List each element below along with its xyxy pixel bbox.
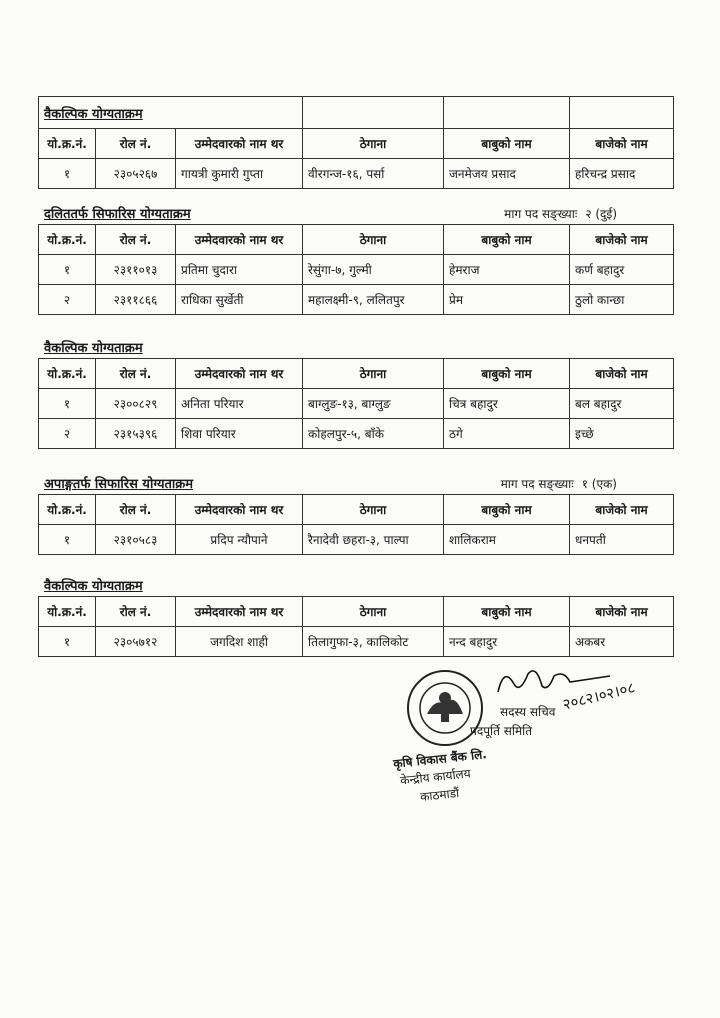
header-row [39, 597, 674, 627]
cell-grandfather: बल बहादुर [570, 389, 674, 419]
cell-roll: २३१५३९६ [96, 419, 176, 449]
cell-grandfather: धनपती [570, 525, 674, 555]
empty-cell [570, 97, 674, 129]
cell-grandfather: हरिचन्द्र प्रसाद [570, 159, 674, 189]
cell-address: महालक्ष्मी-९, ललितपुर [303, 285, 444, 315]
col-header: उम्मेदवारको नाम थर [176, 129, 303, 159]
empty-cell [303, 97, 444, 129]
cell-father: प्रेम [444, 285, 570, 315]
cell-serial: १ [39, 389, 96, 419]
col-header: रोल नं. [96, 225, 176, 255]
col-header: बाजेको नाम [570, 225, 674, 255]
cell-serial: २ [39, 419, 96, 449]
candidate-table [38, 96, 674, 189]
col-header: ठेगाना [303, 495, 444, 525]
table-row [39, 285, 674, 315]
section-title: वैकल्पिक योग्यताक्रम [44, 579, 143, 594]
cell-serial: १ [39, 627, 96, 657]
cell-name: जगदिश शाही [176, 627, 303, 657]
cell-address: तिलागुफा-३, कालिकोट [303, 627, 444, 657]
cell-father: चित्र बहादुर [444, 389, 570, 419]
col-header: बाजेको नाम [570, 129, 674, 159]
col-header: उम्मेदवारको नाम थर [176, 225, 303, 255]
cell-serial: १ [39, 255, 96, 285]
section-2 [38, 202, 673, 315]
cell-address: रैनादेवी छहरा-३, पाल्पा [303, 525, 444, 555]
col-header: उम्मेदवारको नाम थर [176, 359, 303, 389]
signature-date: २०८२।०२।०८ [560, 678, 637, 714]
col-header: बाबुको नाम [444, 495, 570, 525]
demand-count [504, 205, 617, 222]
col-header: बाबुको नाम [444, 129, 570, 159]
cell-name: गायत्री कुमारी गुप्ता [176, 159, 303, 189]
col-header: बाबुको नाम [444, 225, 570, 255]
candidate-table [38, 494, 674, 555]
stamp-line-1: कृषि विकास बैंक लि. [392, 747, 488, 771]
col-header: यो.क्र.नं. [39, 495, 96, 525]
table-row [39, 159, 674, 189]
col-header: यो.क्र.नं. [39, 597, 96, 627]
section-5 [38, 574, 673, 657]
cell-name: राधिका सुर्खेती [176, 285, 303, 315]
cell-serial: १ [39, 159, 96, 189]
col-header: उम्मेदवारको नाम थर [176, 597, 303, 627]
cell-grandfather: अकबर [570, 627, 674, 657]
candidate-table [38, 596, 674, 657]
cell-father: नन्द बहादुर [444, 627, 570, 657]
cell-address: बाग्लुङ-१३, बाग्लुङ [303, 389, 444, 419]
demand-count [501, 475, 617, 492]
col-header: रोल नं. [96, 359, 176, 389]
section-title: दलिततर्फ सिफारिस योग्यताक्रम [44, 207, 191, 222]
cell-roll: २३११०१३ [96, 255, 176, 285]
col-header: ठेगाना [303, 597, 444, 627]
col-header: रोल नं. [96, 129, 176, 159]
col-header: यो.क्र.नं. [39, 129, 96, 159]
table-row [39, 389, 674, 419]
header-row [39, 359, 674, 389]
cell-grandfather: ठुलो कान्छा [570, 285, 674, 315]
header-row [39, 495, 674, 525]
cell-roll: २३०५२६७ [96, 159, 176, 189]
col-header: बाजेको नाम [570, 359, 674, 389]
demand-value: १ (एक) [581, 477, 617, 491]
col-header: बाबुको नाम [444, 597, 570, 627]
section-3 [38, 336, 673, 449]
cell-grandfather: कर्ण बहादुर [570, 255, 674, 285]
cell-father: ठगे [444, 419, 570, 449]
cell-roll: २३०५७१२ [96, 627, 176, 657]
cell-address: वीरगन्ज-१६, पर्सा [303, 159, 444, 189]
candidate-table [38, 224, 674, 315]
cell-name: अनिता परियार [176, 389, 303, 419]
table-row [39, 525, 674, 555]
cell-roll: २३००८२९ [96, 389, 176, 419]
cell-serial: २ [39, 285, 96, 315]
section-1 [38, 96, 673, 189]
signatory-committee: पदपूर्ति समिति [470, 724, 533, 738]
col-header: बाबुको नाम [444, 359, 570, 389]
candidate-table [38, 358, 674, 449]
col-header: यो.क्र.नं. [39, 225, 96, 255]
cell-address: रेसुंगा-७, गुल्मी [303, 255, 444, 285]
cell-name: शिवा परियार [176, 419, 303, 449]
section-title: वैकल्पिक योग्यताक्रम [44, 341, 143, 356]
cell-father: जनमेजय प्रसाद [444, 159, 570, 189]
cell-name: प्रतिमा चुदारा [176, 255, 303, 285]
col-header: ठेगाना [303, 225, 444, 255]
col-header: रोल नं. [96, 495, 176, 525]
col-header: ठेगाना [303, 359, 444, 389]
cell-address: कोहलपुर-५, बाँके [303, 419, 444, 449]
demand-label: माग पद सङ्ख्याः [500, 477, 574, 491]
cell-name: प्रदिप न्यौपाने [176, 525, 303, 555]
stamp-line-3: काठमाडौं [419, 785, 460, 805]
col-header: यो.क्र.नं. [39, 359, 96, 389]
cell-roll: २३१०५८३ [96, 525, 176, 555]
stamp-line-2: केन्द्रीय कार्यालय [399, 766, 472, 788]
section-title: वैकल्पिक योग्यताक्रम [39, 97, 303, 129]
header-row [39, 225, 674, 255]
col-header: ठेगाना [303, 129, 444, 159]
section-title: अपाङ्गतर्फ सिफारिस योग्यताक्रम [44, 477, 194, 492]
col-header: बाजेको नाम [570, 597, 674, 627]
cell-serial: १ [39, 525, 96, 555]
table-row [39, 255, 674, 285]
col-header: रोल नं. [96, 597, 176, 627]
table-row [39, 627, 674, 657]
cell-father: हेमराज [444, 255, 570, 285]
cell-father: शालिकराम [444, 525, 570, 555]
signatory-title: सदस्य सचिव [500, 705, 556, 719]
cell-roll: २३११८६६ [96, 285, 176, 315]
demand-label: माग पद सङ्ख्याः [504, 207, 578, 221]
col-header: बाजेको नाम [570, 495, 674, 525]
demand-value: २ (दुई) [585, 207, 617, 221]
table-row [39, 419, 674, 449]
cell-grandfather: इच्छे [570, 419, 674, 449]
col-header: उम्मेदवारको नाम थर [176, 495, 303, 525]
header-row [39, 129, 674, 159]
section-4 [38, 472, 673, 555]
empty-cell [444, 97, 570, 129]
